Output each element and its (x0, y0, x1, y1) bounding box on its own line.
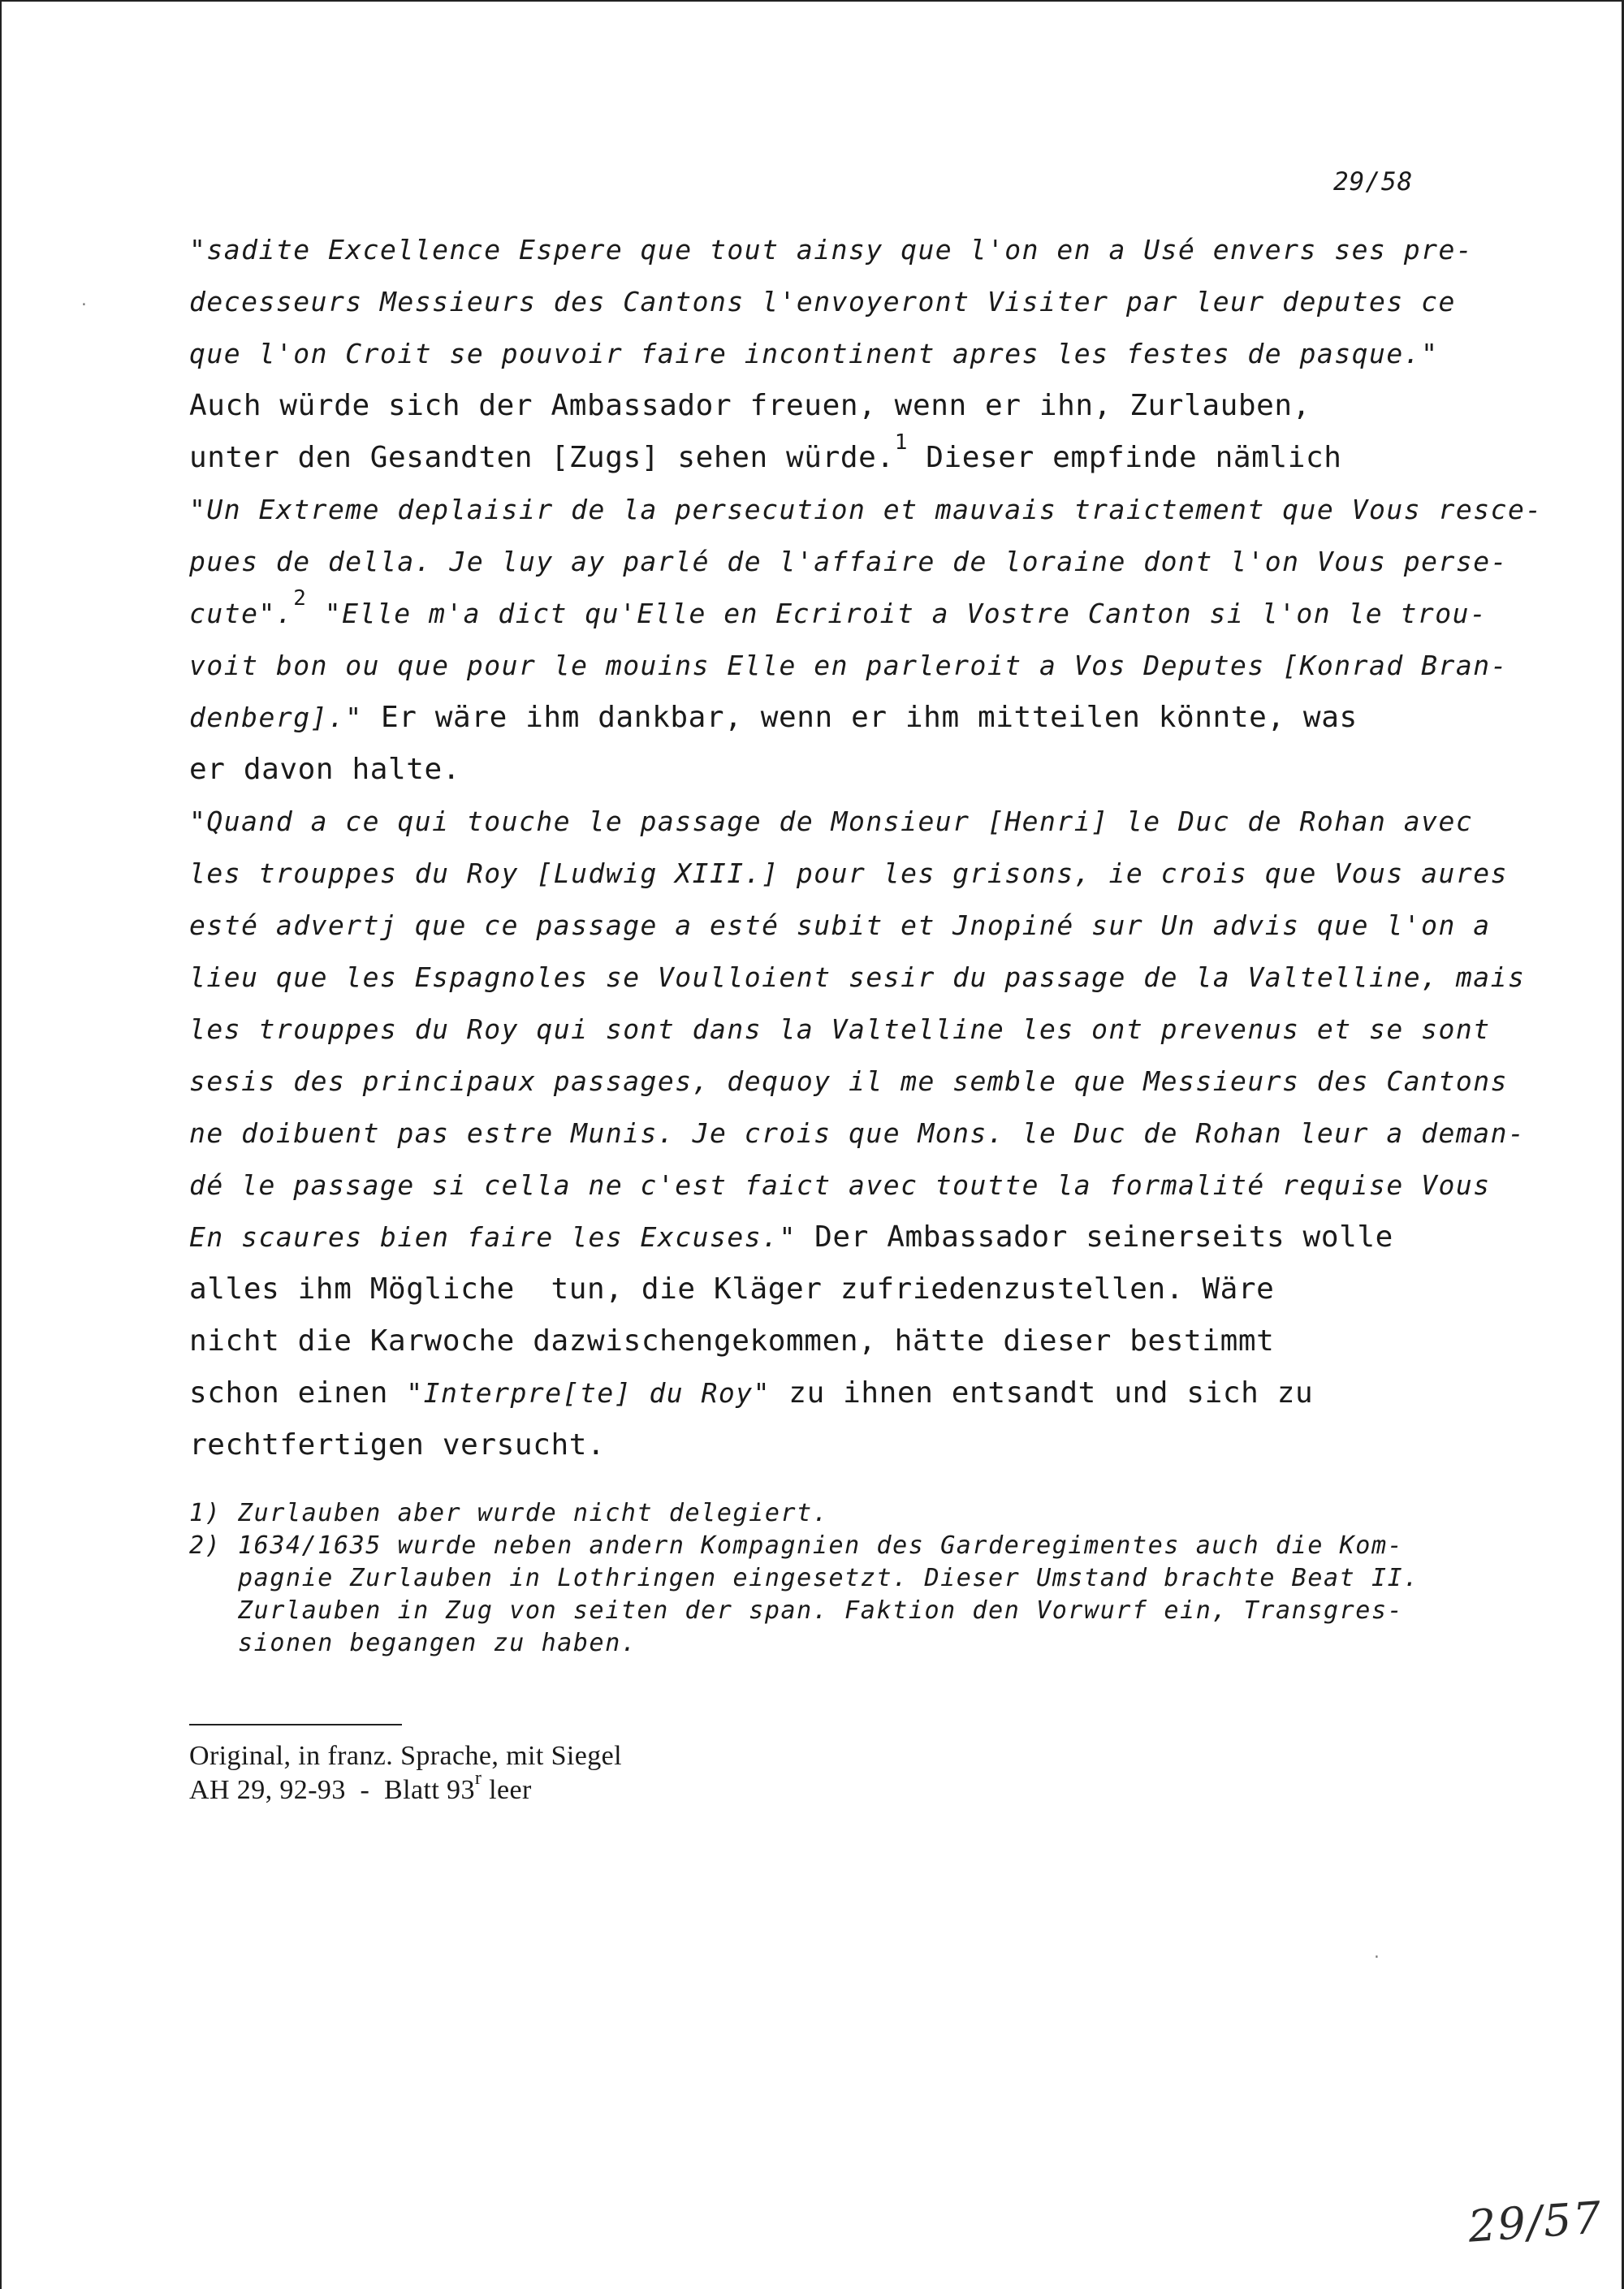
body-text: zu ihnen entsandt und sich zu (771, 1376, 1314, 1410)
footnote-number: 2) (189, 1531, 222, 1560)
margin-mark: · (80, 296, 89, 313)
scan-border-left (0, 0, 2, 2289)
body-text: Er wäre ihm dankbar, wenn er ihm mitteilen könnte, was (362, 701, 1358, 734)
page-number: 29/58 (1333, 167, 1414, 197)
body-text: schon einen (189, 1376, 407, 1410)
body-line: pues de della. Je luy ay parlé de l'affaire de loraine dont l'on Vous perse- (189, 546, 1508, 577)
body-line: decesseurs Messieurs des Cantons l'envoyeront Visiter par leur deputes ce (189, 286, 1456, 317)
body-line: rechtfertigen versucht. (189, 1428, 606, 1462)
footnote-text: 1634/1635 wurde neben andern Kompagnien des Garderegimentes auch die Kom- (238, 1531, 1404, 1560)
body-line: ne doibuent pas estre Munis. Je crois que Mons. le Duc de Rohan leur a deman- (189, 1117, 1526, 1149)
body-text: Der Ambassador seinerseits wolle (796, 1220, 1393, 1254)
footnote-number: 1) (189, 1499, 222, 1527)
body-line: "sadite Excellence Espere que tout ainsy que l'on en a Usé envers ses pre- (189, 234, 1474, 266)
body-line: "Quand a ce qui touche le passage de Monsieur [Henri] le Duc de Rohan avec (189, 805, 1474, 837)
body-line: "Un Extreme deplaisir de la persecution et mauvais traictement que Vous resce- (189, 494, 1543, 525)
quoted-french: En scaures bien faire les Excuses." (189, 1221, 797, 1253)
body-line: lieu que les Espagnoles se Voulloient sesir du passage de la Valtelline, mais (189, 961, 1526, 993)
body-line: sesis des principaux passages, dequoy il me semble que Messieurs des Cantons (189, 1065, 1508, 1097)
body-line: nicht die Karwoche dazwischengekommen, hätte dieser bestimmt (189, 1324, 1275, 1358)
footnote-text: pagnie Zurlauben in Lothringen eingesetzt. Dieser Umstand brachte Beat II. (238, 1564, 1419, 1592)
body-text: Dieser empfinde nämlich (907, 441, 1342, 474)
body-text: cute". (189, 598, 294, 629)
source-note (189, 1739, 622, 1807)
scan-border-top (0, 0, 1624, 2)
source-text: AH 29, 92-93 - Blatt 93 (189, 1775, 475, 1805)
body-line: esté advertj que ce passage a esté subit et Jnopiné sur Un advis que l'on a (189, 909, 1491, 941)
body-line (189, 432, 1472, 484)
document-body (189, 224, 1543, 1471)
body-line: que l'on Croit se pouvoir faire incontinent apres les festes de pasque." (189, 338, 1439, 369)
body-text: "Elle m'a dict qu'Elle en Ecriroit a Vostre Canton si l'on le trou- (307, 598, 1488, 629)
source-line: Original, in franz. Sprache, mit Siegel (189, 1741, 623, 1771)
body-line: alles ihm Mögliche tun, die Kläger zufriedenzustellen. Wäre (189, 1272, 1275, 1306)
body-line (189, 1367, 1472, 1419)
footnote-text: Zurlauben in Zug von seiten der span. Faktion den Vorwurf ein, Transgres- (238, 1596, 1404, 1625)
footnote-ref-2: 2 (293, 586, 308, 611)
footnote-1 (189, 1497, 1488, 1530)
source-divider (189, 1724, 402, 1725)
body-line: les trouppes du Roy [Ludwig XIII.] pour les grisons, ie crois que Vous aures (189, 857, 1508, 889)
body-line (189, 586, 1488, 640)
body-line (189, 692, 1472, 744)
body-line: dé le passage si cella ne c'est faict avec toutte la formalité requise Vous (189, 1169, 1491, 1201)
body-line: voit bon ou que pour le mouins Elle en parleroit a Vos Deputes [Konrad Bran- (189, 650, 1508, 681)
body-line: les trouppes du Roy qui sont dans la Valtelline les ont prevenus et se sont (189, 1013, 1491, 1045)
footnote-2 (189, 1530, 1488, 1562)
footnote-text: sionen begangen zu haben. (238, 1629, 637, 1657)
recto-mark: r (474, 1768, 482, 1789)
source-line (189, 1768, 622, 1807)
handwritten-page-number: 29/57 (1466, 2192, 1605, 2252)
margin-mark: · (1372, 1949, 1381, 1966)
footnotes (189, 1497, 1488, 1660)
body-line (189, 1211, 1472, 1263)
quoted-french: "Interpre[te] du Roy" (406, 1377, 771, 1409)
quoted-french: denberg]." (189, 702, 363, 733)
body-line: Auch würde sich der Ambassador freuen, wenn er ihn, Zurlauben, (189, 389, 1311, 422)
footnote-text: Zurlauben aber wurde nicht delegiert. (238, 1499, 829, 1527)
body-text: unter den Gesandten [Zugs] sehen würde. (189, 441, 895, 474)
body-line: er davon halte. (189, 753, 461, 786)
source-text: leer (482, 1775, 532, 1805)
footnote-ref-1: 1 (894, 430, 908, 455)
